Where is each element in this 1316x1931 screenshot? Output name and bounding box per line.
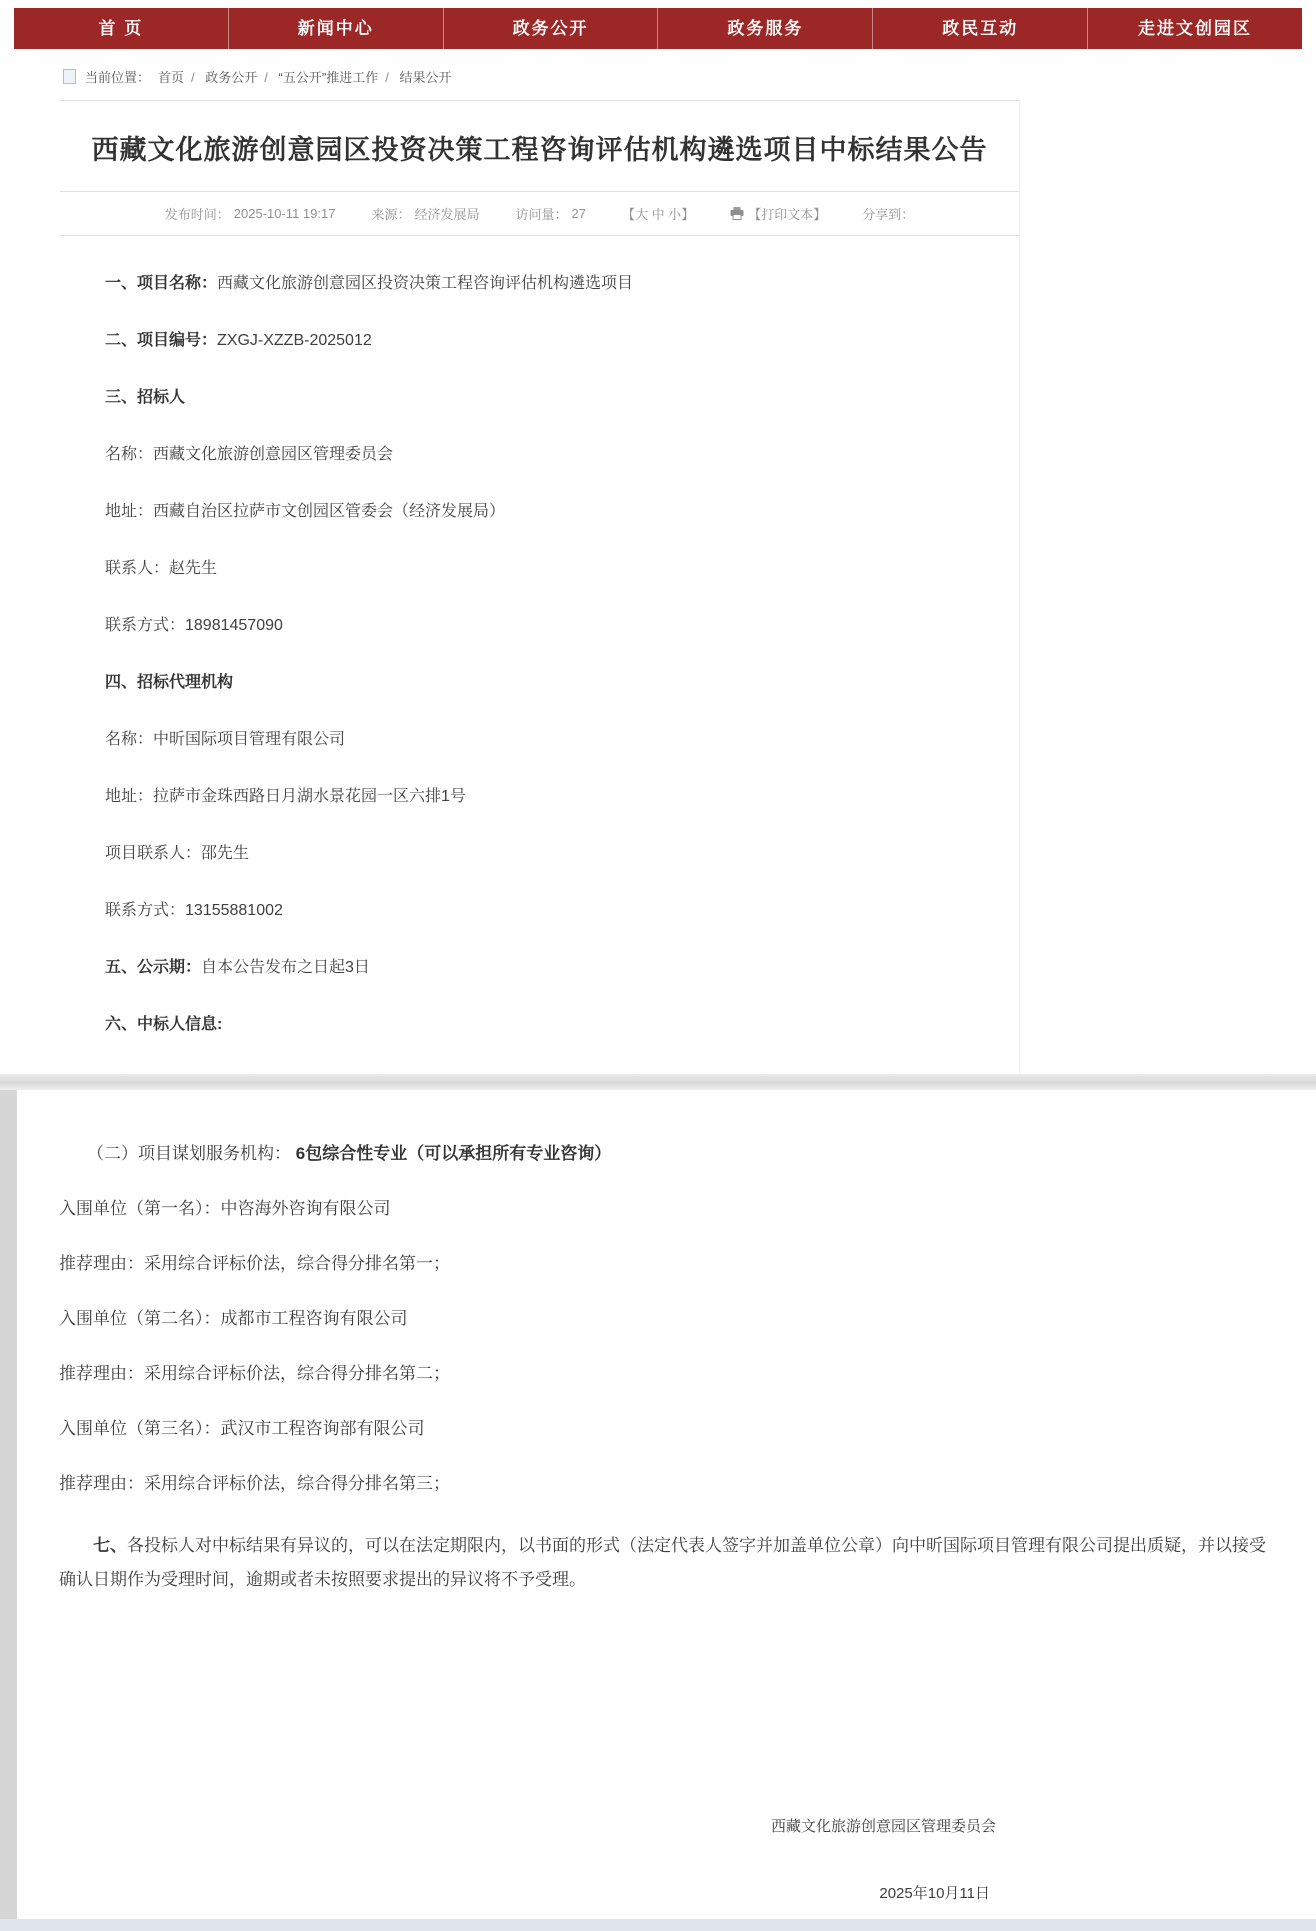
- signature-date: 2025年10月11日: [879, 1885, 990, 1902]
- breadcrumb-separator: /: [385, 70, 389, 85]
- reason-text: 推荐理由：采用综合评标价法，综合得分排名第三；: [59, 1474, 450, 1493]
- article-line: [105, 502, 1009, 522]
- print-button[interactable]: [730, 204, 826, 223]
- line-text: 项目联系人：邵先生: [105, 845, 250, 862]
- winner-name: 中咨海外咨询有限公司: [220, 1199, 391, 1218]
- winner-line: [59, 1199, 1296, 1219]
- results-section-wrap: [0, 1090, 1316, 1919]
- breadcrumb-link[interactable]: 结果公开: [399, 70, 452, 85]
- breadcrumb: [14, 49, 1302, 100]
- line-text: 自本公告发布之日起3日: [201, 959, 370, 976]
- article-line: [105, 274, 1009, 294]
- line-heading: 二、项目编号：: [105, 332, 218, 349]
- article-line: [105, 331, 1009, 351]
- breadcrumb-separator: /: [264, 70, 268, 85]
- winner-name: 成都市工程咨询有限公司: [220, 1309, 408, 1328]
- nav-item[interactable]: 新闻中心: [229, 8, 444, 49]
- breadcrumb-item: [205, 70, 275, 85]
- breadcrumb-item: [399, 70, 451, 85]
- results-section: [17, 1090, 1316, 1919]
- print-button-label: 【打印文本】: [748, 207, 827, 222]
- article-meta: [60, 192, 1019, 236]
- line-text: 名称：中昕国际项目管理有限公司: [105, 731, 346, 748]
- winner-rank-label: 入围单位（第三名）：: [59, 1419, 221, 1438]
- article-line: [105, 673, 1009, 693]
- signature: 西藏文化旅游创意园区管理委员会: [770, 1818, 996, 1835]
- printer-icon: [730, 207, 744, 220]
- objection-text: 各投标人对中标结果有异议的，可以在法定期限内，以书面的形式（法定代表人签字并加盖单位公章）向中昕国际项目管理有限公司提出质疑，并以接受确认日期作为受理时间，逾期或者未按照要求提出的异议将不予受理。: [59, 1536, 1266, 1589]
- nav-item[interactable]: 政民互动: [873, 8, 1088, 49]
- reason-text: 推荐理由：采用综合评标价法，综合得分排名第一；: [59, 1254, 450, 1273]
- winner-rank-label: 入围单位（第一名）：: [59, 1199, 221, 1218]
- breadcrumb-link[interactable]: 政务公开: [205, 70, 258, 85]
- breadcrumb-link[interactable]: 首页: [158, 70, 185, 85]
- article-line: [105, 787, 1009, 807]
- article-line: [105, 1015, 1009, 1035]
- source-label: 来源：: [371, 207, 411, 222]
- package-label: （二）项目谋划服务机构：: [87, 1144, 291, 1163]
- article-line: [105, 388, 1009, 408]
- winner-line: [59, 1419, 1296, 1439]
- publish-time-value: 2025-10-11 19:17: [233, 206, 336, 221]
- breadcrumb-separator: /: [191, 70, 195, 85]
- article-line: [105, 445, 1009, 465]
- nav-item[interactable]: 政务服务: [658, 8, 873, 49]
- visit-count-label: 访问量：: [515, 207, 568, 222]
- nav-item[interactable]: 走进文创园区: [1138, 19, 1253, 38]
- location-icon: [63, 69, 76, 84]
- publish-time: [165, 204, 336, 223]
- line-heading: 三、招标人: [105, 389, 186, 406]
- article-line: [105, 901, 1009, 921]
- line-heading: 一、项目名称：: [105, 275, 218, 292]
- article-line: [105, 616, 1009, 636]
- nav-item[interactable]: 政务公开: [444, 8, 659, 49]
- line-text: 联系人：赵先生: [105, 560, 218, 577]
- winner-line: [59, 1309, 1296, 1329]
- reason-text: 推荐理由：采用综合评标价法，综合得分排名第二；: [59, 1364, 450, 1383]
- reason-line: [59, 1474, 1296, 1494]
- line-text: 西藏文化旅游创意园区投资决策工程咨询评估机构遴选项目: [217, 275, 634, 292]
- objection-heading: 七、: [93, 1536, 127, 1555]
- winners-list: [59, 1199, 1296, 1494]
- line-text: 地址：拉萨市金珠西路日月湖水景花园一区六排1号: [105, 788, 466, 805]
- breadcrumb-label: 当前位置：: [85, 70, 151, 85]
- line-heading: 五、公示期：: [105, 959, 202, 976]
- line-text: 地址：西藏自治区拉萨市文创园区管委会（经济发展局）: [105, 503, 506, 520]
- article-line: [105, 559, 1009, 579]
- breadcrumb-link[interactable]: “五公开”推进工作: [278, 70, 379, 85]
- line-text: 名称：西藏文化旅游创意园区管理委员会: [105, 446, 394, 463]
- breadcrumb-item: [158, 70, 202, 85]
- winner-name: 武汉市工程咨询部有限公司: [220, 1419, 425, 1438]
- breadcrumb-item: [279, 70, 396, 85]
- line-text: ZXGJ-XZZB-2025012: [217, 332, 372, 349]
- font-size-switcher[interactable]: 【大 中 小】: [621, 207, 695, 222]
- package-line: [59, 1144, 1296, 1164]
- reason-line: [59, 1254, 1296, 1274]
- line-heading: 六、中标人信息:: [105, 1016, 223, 1033]
- source: [371, 204, 479, 223]
- package-value: 6包综合性专业（可以承担所有专业咨询）: [295, 1144, 612, 1163]
- source-value: 经济发展局: [414, 207, 480, 222]
- article-card: [60, 100, 1020, 1074]
- article-line: [105, 958, 1009, 978]
- visit-count-value: 27: [571, 206, 586, 221]
- breadcrumb-items: [158, 67, 451, 86]
- line-text: 联系方式：18981457090: [105, 617, 283, 634]
- article-body: [60, 236, 1019, 1074]
- nav-item[interactable]: 首 页: [14, 8, 229, 49]
- winner-rank-label: 入围单位（第二名）：: [59, 1309, 221, 1328]
- reason-line: [59, 1364, 1296, 1384]
- page-title: 西藏文化旅游创意园区投资决策工程咨询评估机构遴选项目中标结果公告: [60, 101, 1019, 192]
- article-line: [105, 844, 1009, 864]
- share-button[interactable]: 分享到：: [862, 207, 915, 222]
- footer-strip: [0, 1919, 1316, 1931]
- line-text: 联系方式：13155881002: [105, 902, 283, 919]
- section-divider: [0, 1074, 1316, 1090]
- objection-paragraph: [59, 1529, 1296, 1597]
- line-heading: 四、招标代理机构: [105, 674, 234, 691]
- visit-count: [515, 204, 585, 223]
- publish-time-label: 发布时间：: [164, 207, 230, 222]
- main-nav: [14, 8, 1302, 49]
- article-line: [105, 730, 1009, 750]
